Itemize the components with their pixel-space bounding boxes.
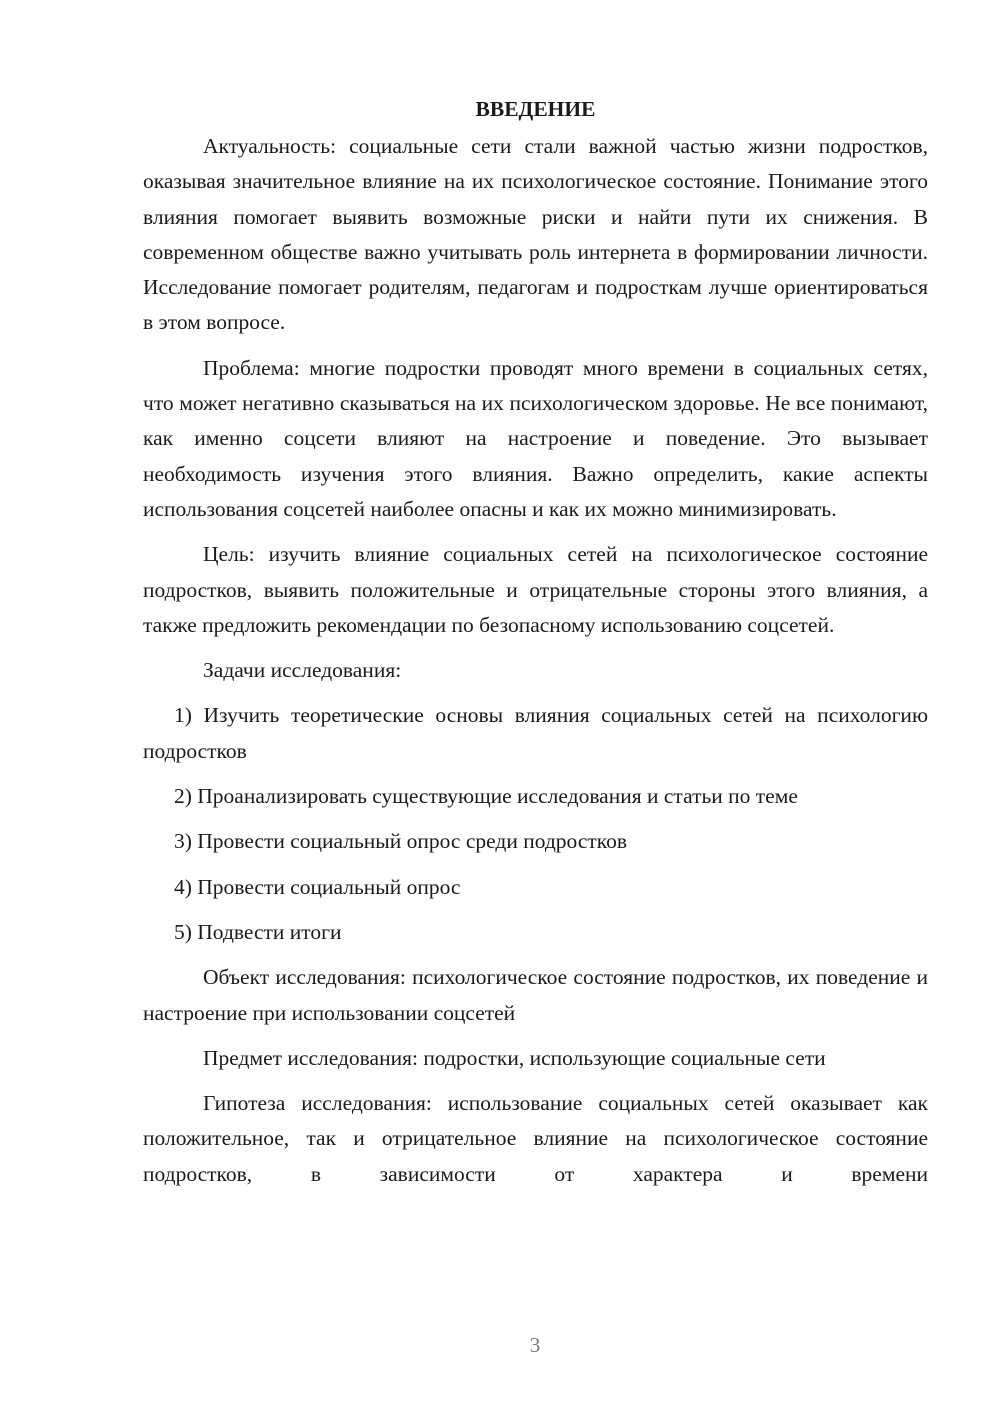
section-title: ВВЕДЕНИЕ (475, 97, 596, 121)
hypothesis-paragraph: Гипотеза исследования: использование социальных сетей оказывает как положительное, так и отрицательное влияние на психологическое состояние подростков, в зависимости от характера и времени (143, 1091, 928, 1186)
subject-paragraph: Предмет исследования: подростки, использующие социальные сети (203, 1045, 826, 1070)
task-item: 4) Провести социальный опрос (174, 874, 461, 899)
problem-paragraph: Проблема: многие подростки проводят много времени в социальных сетях, что может негативно сказываться на их психологическом здоровье. Не все понимают, как именно соцсети влияют на настроение и поведение. Это вызывает необходимость изучения этого влияния. Важно определить, какие аспекты использования соцсетей наиболее опасны и как их можно минимизировать. (143, 355, 928, 521)
goal-paragraph: Цель: изучить влияние социальных сетей на психологическое состояние подростков, выявить положительные и отрицательные стороны этого влияния, а также предложить рекомендации по безопасному использованию соцсетей. (143, 542, 928, 637)
object-paragraph: Объект исследования: психологическое состояние подростков, их поведение и настроение при использовании соцсетей (143, 965, 928, 1025)
task-item: 1) Изучить теоретические основы влияния социальных сетей на психологию подростков (143, 703, 928, 763)
task-item: 5) Подвести итоги (174, 919, 342, 944)
document-page (143, 92, 928, 1202)
tasks-list (143, 698, 928, 950)
page-number: 3 (529, 1333, 541, 1357)
task-item: 2) Проанализировать существующие исследования и статьи по теме (174, 784, 798, 809)
tasks-heading: Задачи исследования: (203, 658, 402, 683)
relevance-paragraph: Актуальность: социальные сети стали важной частью жизни подростков, оказывая значительное влияние на их психологическое состояние. Понимание этого влияния помогает выявить возможные риски и найти пути их снижения. В современном обществе важно учитывать роль интернета в формировании личности. Исследование помогает родителям, педагогам и подросткам лучше ориентироваться в этом вопросе. (143, 134, 928, 335)
task-item: 3) Провести социальный опрос среди подростков (174, 829, 628, 854)
